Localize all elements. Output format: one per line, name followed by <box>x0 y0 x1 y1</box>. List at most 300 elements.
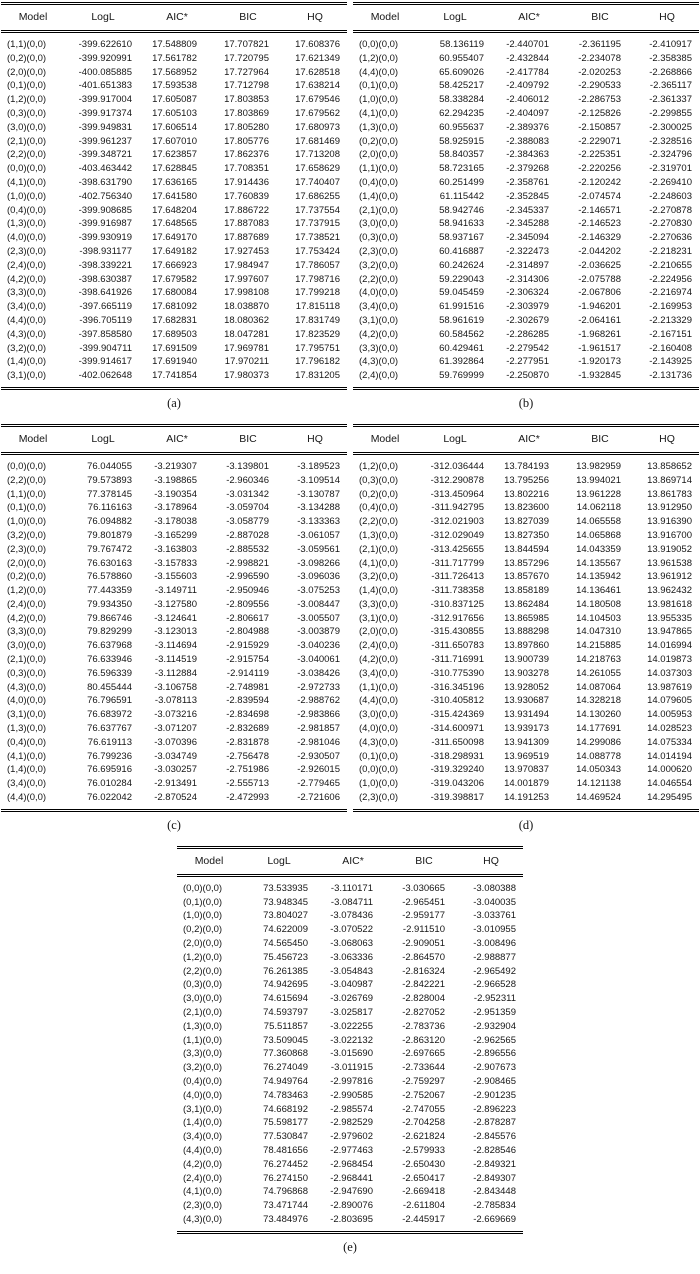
value-cell: -2.286753 <box>578 94 621 106</box>
value-cell: -3.025817 <box>330 1007 373 1019</box>
model-cell: (3,1)(0,0) <box>7 370 47 382</box>
value-cell: -2.828004 <box>402 993 445 1005</box>
table-row <box>177 896 523 910</box>
value-cell: 76.261385 <box>263 965 308 977</box>
value-cell: -2.930507 <box>297 750 340 762</box>
value-cell: 17.681092 <box>152 301 197 313</box>
model-cell: (1,4)(0,0) <box>359 585 399 597</box>
value-cell: 59.045459 <box>439 287 484 299</box>
value-cell: 76.619113 <box>87 736 132 748</box>
value-cell: 14.037303 <box>647 667 692 679</box>
model-cell: (1,0)(0,0) <box>359 778 399 790</box>
value-cell: -2.704258 <box>402 1117 445 1129</box>
value-cell: 13.823600 <box>504 502 549 514</box>
value-cell: -2.669418 <box>402 1186 445 1198</box>
value-cell: 17.927453 <box>224 245 269 257</box>
table-row <box>353 231 699 245</box>
value-cell: 76.637968 <box>87 640 132 652</box>
value-cell: -2.229071 <box>578 135 621 147</box>
value-cell: -3.078436 <box>330 910 373 922</box>
value-cell: 14.088778 <box>576 750 621 762</box>
value-cell: 17.658629 <box>295 163 340 175</box>
model-cell: (4,4)(0,0) <box>359 66 399 78</box>
table-row <box>353 32 699 52</box>
column-header-bic: BIC <box>213 4 283 32</box>
model-cell: (1,3)(0,0) <box>359 121 399 133</box>
value-cell: -3.130787 <box>297 488 340 500</box>
value-cell: -3.071207 <box>154 723 197 735</box>
value-cell: -2.225351 <box>578 149 621 161</box>
column-header-bic: BIC <box>565 4 635 32</box>
value-cell: 17.691940 <box>152 356 197 368</box>
model-cell: (2,2)(0,0) <box>359 516 399 528</box>
model-cell: (1,1)(0,0) <box>359 163 399 175</box>
value-cell: 14.079605 <box>647 695 692 707</box>
value-cell: -2.845576 <box>473 1131 516 1143</box>
value-cell: 18.080362 <box>224 314 269 326</box>
table-row <box>353 694 699 708</box>
model-cell: (2,0)(0,0) <box>7 66 47 78</box>
value-cell: 13.961538 <box>647 557 692 569</box>
table-row <box>177 1075 523 1089</box>
value-cell: 58.840357 <box>439 149 484 161</box>
value-cell: 74.593797 <box>263 1007 308 1019</box>
value-cell: -399.904711 <box>79 342 132 354</box>
value-cell: 17.984947 <box>224 259 269 271</box>
column-header-aic: AIC* <box>141 425 213 453</box>
value-cell: 13.912950 <box>647 502 692 514</box>
table-row <box>353 777 699 791</box>
model-cell: (1,0)(0,0) <box>183 910 223 922</box>
value-cell: -2.996590 <box>226 571 269 583</box>
model-cell: (1,3)(0,0) <box>359 529 399 541</box>
model-cell: (0,1)(0,0) <box>7 502 47 514</box>
value-cell: 79.934350 <box>87 598 132 610</box>
value-cell: 13.858189 <box>504 585 549 597</box>
value-cell: 13.939173 <box>504 723 549 735</box>
value-cell: 76.633946 <box>87 654 132 666</box>
value-cell: -2.909051 <box>402 938 445 950</box>
table-row <box>177 1047 523 1061</box>
value-cell: -2.915929 <box>226 640 269 652</box>
value-cell: 14.043359 <box>576 543 621 555</box>
table-block-b <box>353 2 699 424</box>
value-cell: -2.779465 <box>297 778 340 790</box>
value-cell: 14.087064 <box>576 681 621 693</box>
value-cell: -3.040035 <box>473 896 516 908</box>
table-row <box>177 1158 523 1172</box>
table-row <box>353 148 699 162</box>
model-cell: (2,3)(0,0) <box>7 543 47 555</box>
table-row <box>1 501 347 515</box>
value-cell: -3.061057 <box>297 529 340 541</box>
column-header-aic: AIC* <box>493 4 565 32</box>
value-cell: -3.149711 <box>154 585 197 597</box>
value-cell: -312.021903 <box>430 516 484 528</box>
value-cell: 60.242624 <box>439 259 484 271</box>
value-cell: -3.070396 <box>154 736 197 748</box>
value-cell: 13.961912 <box>647 571 692 583</box>
value-cell: -2.932904 <box>473 1020 516 1032</box>
value-cell: -315.430855 <box>430 626 484 638</box>
value-cell: -2.669669 <box>473 1213 516 1225</box>
value-cell: -3.112884 <box>154 667 197 679</box>
value-cell: 14.191253 <box>504 792 549 804</box>
value-cell: -310.837125 <box>430 598 484 610</box>
tables-row-top <box>1 2 699 424</box>
value-cell: 61.991516 <box>439 301 484 313</box>
value-cell: -2.384363 <box>506 149 549 161</box>
model-cell: (3,1)(0,0) <box>359 612 399 624</box>
value-cell: -399.920991 <box>78 52 132 64</box>
value-cell: 17.805280 <box>224 121 269 133</box>
value-cell: 75.598177 <box>263 1117 308 1129</box>
model-cell: (0,1)(0,0) <box>183 896 223 908</box>
value-cell: -2.863120 <box>402 1034 445 1046</box>
value-cell: -2.120242 <box>578 176 621 188</box>
column-header-model: Model <box>353 425 417 453</box>
value-cell: -2.302679 <box>506 314 549 326</box>
model-cell: (3,0)(0,0) <box>7 640 47 652</box>
table-block-d <box>353 424 699 846</box>
value-cell: 13.802216 <box>504 488 549 500</box>
value-cell: 73.804027 <box>263 910 308 922</box>
value-cell: 73.533935 <box>263 882 308 894</box>
tables-row-middle <box>1 424 699 846</box>
value-cell: -3.178964 <box>154 502 197 514</box>
model-cell: (3,0)(0,0) <box>7 121 47 133</box>
model-cell: (1,1)(0,0) <box>7 488 47 500</box>
value-cell: -311.942795 <box>431 502 484 514</box>
value-cell: 13.857296 <box>504 557 549 569</box>
value-cell: -2.075788 <box>578 273 621 285</box>
value-cell: 76.010284 <box>87 778 132 790</box>
value-cell: 77.530847 <box>263 1131 308 1143</box>
value-cell: -3.015690 <box>330 1048 373 1060</box>
table-row <box>1 355 347 369</box>
value-cell: -2.960346 <box>226 474 269 486</box>
value-cell: -3.190354 <box>154 488 197 500</box>
value-cell: -3.127580 <box>154 598 197 610</box>
value-cell: -2.747055 <box>402 1103 445 1115</box>
value-cell: 17.679546 <box>295 94 340 106</box>
table-row <box>353 763 699 777</box>
model-cell: (2,4)(0,0) <box>7 259 47 271</box>
value-cell: 14.075334 <box>647 736 692 748</box>
value-cell: 17.649170 <box>152 232 197 244</box>
value-cell: -2.827052 <box>402 1007 445 1019</box>
value-cell: 77.378145 <box>87 488 132 500</box>
value-cell: -2.279542 <box>506 342 549 354</box>
value-cell: -3.189523 <box>297 460 340 472</box>
value-cell: -2.756478 <box>226 750 269 762</box>
value-cell: -2.213329 <box>649 314 692 326</box>
model-cell: (2,2)(0,0) <box>7 149 47 161</box>
value-cell: -2.981046 <box>297 736 340 748</box>
table-caption-b: (b) <box>518 395 534 410</box>
value-cell: 13.930687 <box>504 695 549 707</box>
model-cell: (4,1)(0,0) <box>183 1186 223 1198</box>
value-cell: 75.511857 <box>263 1020 308 1032</box>
model-cell: (0,0)(0,0) <box>359 764 399 776</box>
table-row <box>353 750 699 764</box>
value-cell: -3.059561 <box>297 543 340 555</box>
table-row <box>353 355 699 369</box>
value-cell: 14.328218 <box>576 695 621 707</box>
table-row <box>177 1034 523 1048</box>
value-cell: 17.741854 <box>152 370 197 382</box>
value-cell: -398.641926 <box>78 287 132 299</box>
value-cell: -2.885532 <box>226 543 269 555</box>
value-cell: 17.680973 <box>295 121 340 133</box>
model-cell: (0,3)(0,0) <box>7 107 47 119</box>
value-cell: 17.805776 <box>224 135 269 147</box>
value-cell: 76.274049 <box>263 1062 308 1074</box>
value-cell: -2.169953 <box>649 301 692 313</box>
value-cell: 60.429461 <box>439 342 484 354</box>
value-cell: -2.721606 <box>297 792 340 804</box>
value-cell: 73.484976 <box>263 1213 308 1225</box>
value-cell: -2.404097 <box>506 107 549 119</box>
table-row <box>1 52 347 66</box>
value-cell: 17.970211 <box>224 356 269 368</box>
table-row <box>353 66 699 80</box>
value-cell: -311.726413 <box>431 571 484 583</box>
value-cell: 60.955637 <box>439 121 484 133</box>
value-cell: -2.803695 <box>330 1213 373 1225</box>
value-cell: -2.067806 <box>578 287 621 299</box>
value-cell: 17.681469 <box>295 135 340 147</box>
value-cell: 17.680084 <box>152 287 197 299</box>
value-cell: 13.962432 <box>647 585 692 597</box>
value-cell: -2.908465 <box>473 1076 516 1087</box>
value-cell: -1.961517 <box>578 342 621 354</box>
value-cell: -312.290878 <box>430 474 484 486</box>
value-cell: -2.328516 <box>649 135 692 147</box>
value-cell: 14.177691 <box>576 723 621 735</box>
value-cell: -313.425655 <box>430 543 484 555</box>
model-selection-table-a <box>1 2 347 390</box>
value-cell: 17.666923 <box>152 259 197 271</box>
table-row <box>1 135 347 149</box>
value-cell: 80.455444 <box>87 681 132 693</box>
model-cell: (4,3)(0,0) <box>359 736 399 748</box>
value-cell: -398.931177 <box>79 245 132 257</box>
value-cell: 17.753424 <box>295 245 340 257</box>
value-cell: -2.968454 <box>330 1158 373 1170</box>
table-row <box>1 148 347 162</box>
value-cell: -2.074574 <box>578 190 621 202</box>
model-cell: (2,0)(0,0) <box>183 938 223 950</box>
value-cell: 17.707821 <box>224 39 269 50</box>
value-cell: -2.160408 <box>649 342 692 354</box>
model-selection-table-c <box>1 424 347 812</box>
value-cell: -2.314897 <box>506 259 549 271</box>
value-cell: -3.109514 <box>297 474 340 486</box>
value-cell: 13.827350 <box>504 529 549 541</box>
column-header-aic: AIC* <box>493 425 565 453</box>
value-cell: -312.029049 <box>430 529 484 541</box>
table-row <box>1 529 347 543</box>
model-selection-table-e <box>177 846 523 1234</box>
value-cell: -2.913491 <box>154 778 197 790</box>
model-cell: (1,0)(0,0) <box>359 94 399 106</box>
table-caption-a: (a) <box>167 395 181 410</box>
table-row <box>353 598 699 612</box>
value-cell: -311.650783 <box>431 640 484 652</box>
value-cell: 76.022042 <box>87 792 132 804</box>
value-cell: -2.890076 <box>330 1200 373 1212</box>
value-cell: 76.116163 <box>87 502 132 514</box>
column-header-model: Model <box>177 847 241 875</box>
value-cell: 17.686255 <box>295 190 340 202</box>
value-cell: 13.784193 <box>504 460 549 472</box>
value-cell: -2.914119 <box>226 667 269 679</box>
table-row <box>353 300 699 314</box>
value-cell: -2.997816 <box>330 1076 373 1087</box>
value-cell: -2.947690 <box>330 1186 373 1198</box>
value-cell: 14.005953 <box>647 709 692 721</box>
model-cell: (3,4)(0,0) <box>359 301 399 313</box>
model-cell: (4,4)(0,0) <box>7 314 47 326</box>
model-cell: (4,3)(0,0) <box>183 1213 223 1225</box>
table-row <box>1 543 347 557</box>
model-cell: (4,3)(0,0) <box>7 328 47 340</box>
value-cell: -2.977463 <box>330 1144 373 1156</box>
value-cell: -3.165299 <box>154 529 197 541</box>
table-row <box>177 1144 523 1158</box>
value-cell: 13.897860 <box>504 640 549 652</box>
value-cell: -3.073216 <box>154 709 197 721</box>
value-cell: -2.268866 <box>649 66 692 78</box>
column-header-bic: BIC <box>213 425 283 453</box>
value-cell: -2.806617 <box>226 612 269 624</box>
value-cell: 77.360868 <box>263 1048 308 1060</box>
value-cell: -2.911510 <box>402 924 445 936</box>
model-cell: (2,3)(0,0) <box>7 245 47 257</box>
model-cell: (1,0)(0,0) <box>7 190 47 202</box>
table-row <box>177 1103 523 1117</box>
table-row <box>353 529 699 543</box>
value-cell: -2.064161 <box>578 314 621 326</box>
model-cell: (0,4)(0,0) <box>359 176 399 188</box>
value-cell: -2.440701 <box>506 39 549 50</box>
value-cell: -2.432844 <box>506 52 549 64</box>
value-cell: 74.668192 <box>263 1103 308 1115</box>
model-cell: (0,0)(0,0) <box>183 882 223 894</box>
column-header-hq: HQ <box>459 847 523 875</box>
model-cell: (4,1)(0,0) <box>359 557 399 569</box>
value-cell: 74.783463 <box>263 1089 308 1101</box>
value-cell: -3.022132 <box>330 1034 373 1046</box>
value-cell: -2.831878 <box>226 736 269 748</box>
value-cell: 60.584562 <box>439 328 484 340</box>
model-cell: (3,2)(0,0) <box>359 571 399 583</box>
value-cell: -2.324796 <box>649 149 692 161</box>
value-cell: 58.723165 <box>439 163 484 175</box>
value-cell: -316.345196 <box>430 681 484 693</box>
value-cell: -3.123013 <box>154 626 197 638</box>
table-row <box>1 245 347 259</box>
value-cell: 17.623857 <box>152 149 197 161</box>
value-cell: 17.727964 <box>224 66 269 78</box>
value-cell: -2.832689 <box>226 723 269 735</box>
value-cell: 17.831749 <box>295 314 340 326</box>
value-cell: -3.078113 <box>154 695 197 707</box>
value-cell: -3.134288 <box>297 502 340 514</box>
model-cell: (2,3)(0,0) <box>359 792 399 804</box>
value-cell: -319.043206 <box>430 778 484 790</box>
value-cell: 13.987619 <box>647 681 692 693</box>
value-cell: -401.651383 <box>78 80 132 92</box>
table-row <box>1 777 347 791</box>
model-cell: (3,4)(0,0) <box>7 778 47 790</box>
table-row <box>1 570 347 584</box>
value-cell: -2.358385 <box>649 52 692 64</box>
table-row <box>353 501 699 515</box>
column-header-aic: AIC* <box>317 847 389 875</box>
table-row <box>353 369 699 388</box>
value-cell: 17.648204 <box>152 204 197 216</box>
table-row <box>353 584 699 598</box>
value-cell: 76.094882 <box>87 516 132 528</box>
value-cell: 76.796591 <box>87 695 132 707</box>
value-cell: -2.270878 <box>649 204 692 216</box>
table-row <box>353 259 699 273</box>
value-cell: 14.180508 <box>576 598 621 610</box>
value-cell: 17.815118 <box>295 301 340 313</box>
table-row <box>353 488 699 502</box>
model-cell: (3,1)(0,0) <box>7 709 47 721</box>
value-cell: -2.926015 <box>297 764 340 776</box>
model-cell: (2,1)(0,0) <box>7 654 47 666</box>
table-row <box>1 369 347 388</box>
value-cell: -2.650430 <box>402 1158 445 1170</box>
column-header-logl: LogL <box>417 425 493 453</box>
value-cell: -2.759297 <box>402 1076 445 1087</box>
value-cell: -2.314306 <box>506 273 549 285</box>
value-cell: 17.713208 <box>295 149 340 161</box>
table-row <box>177 1130 523 1144</box>
value-cell: 13.844594 <box>504 543 549 555</box>
model-cell: (0,3)(0,0) <box>359 232 399 244</box>
value-cell: 13.981618 <box>647 598 692 610</box>
model-cell: (0,3)(0,0) <box>7 667 47 679</box>
value-cell: -1.920173 <box>578 356 621 368</box>
table-row <box>1 176 347 190</box>
value-cell: -400.085885 <box>78 66 132 78</box>
value-cell: 17.799218 <box>295 287 340 299</box>
header-row <box>1 425 347 453</box>
value-cell: -399.930919 <box>78 232 132 244</box>
model-cell: (0,3)(0,0) <box>183 979 223 991</box>
value-cell: 13.903278 <box>504 667 549 679</box>
value-cell: -2.300025 <box>649 121 692 133</box>
value-cell: -3.098266 <box>297 557 340 569</box>
value-cell: -2.985574 <box>330 1103 373 1115</box>
value-cell: -2.388083 <box>506 135 549 147</box>
value-cell: -399.917374 <box>78 107 132 119</box>
value-cell: -2.843448 <box>473 1186 516 1198</box>
model-cell: (0,4)(0,0) <box>359 502 399 514</box>
value-cell: 13.982959 <box>576 460 621 472</box>
value-cell: -2.269410 <box>649 176 692 188</box>
column-header-bic: BIC <box>565 425 635 453</box>
value-cell: -2.216974 <box>649 287 692 299</box>
value-cell: 17.679562 <box>295 107 340 119</box>
value-cell: -2.210655 <box>649 259 692 271</box>
value-cell: -2.828546 <box>473 1144 516 1156</box>
